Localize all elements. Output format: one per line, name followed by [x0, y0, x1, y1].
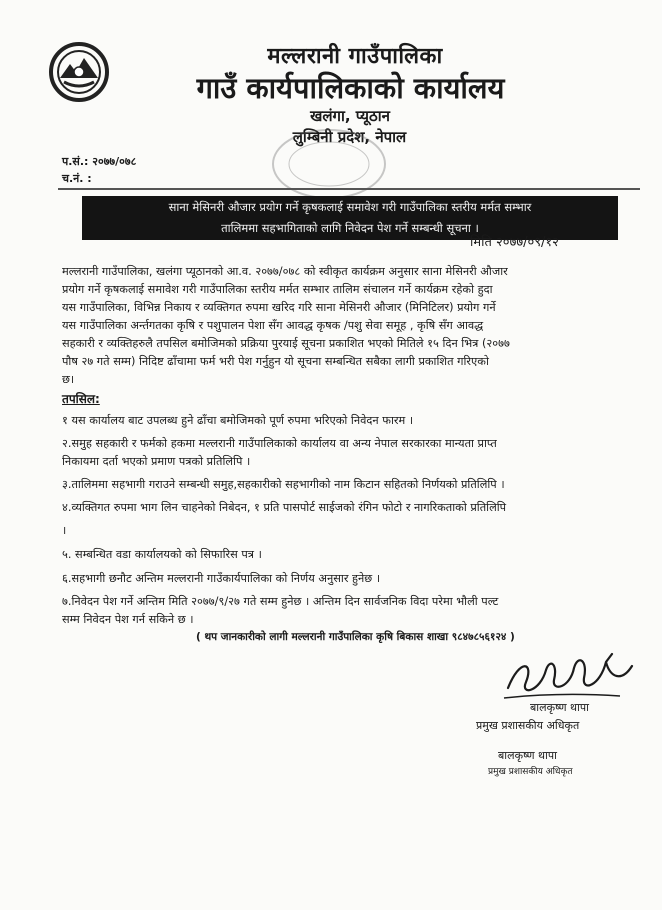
header-divider [58, 188, 640, 190]
body-line: यस गाउँपालिका अर्न्तगतका कृषि र पशुपालन पेशा सँग आवद्ध कृषक /पशु सेवा समूह , कृषि सँग आवद्ध [62, 319, 484, 332]
list-item: ५. सम्बन्धित वडा कार्यालयको को सिफारिस पत्र । [62, 548, 262, 561]
body-line: सहकारी र व्यक्तिहरुलै तपसिल बमोजिमको प्रक्रिया पुरयाई सूचना प्रकाशित भएको मितिले १५ दिन भित्र (२०७७ [62, 337, 510, 350]
signatory-designation-stamp: प्रमुख प्रशासकीय अधिकृत [488, 767, 573, 777]
signatory-name-stamp: बालकृष्ण थापा [498, 749, 558, 762]
signatory-name: बालकृष्ण थापा [530, 701, 590, 714]
dispatch-number: च.नं. : [62, 172, 92, 185]
subject-line-2: तालिममा सहभागिताको लागि निवेदन पेश गर्ने सम्बन्धी सूचना । [221, 221, 479, 235]
organization-name: मल्लरानी गाउँपालिका [267, 44, 443, 69]
list-item: ७.निवेदन पेश गर्ने अन्तिम मिति २०७७/९/२७ गते सम्म हुनेछ । अन्तिम दिन सार्वजनिक विदा परेमा भौली पल्ट [62, 595, 499, 608]
list-item: ४.व्यक्तिगत रुपमा भाग लिन चाहनेको निबेदन, १ प्रति पासपोर्ट साईजको रंगिन फोटो र नागरिकताको प्रतिलिपि [62, 501, 507, 514]
list-item: १ यस कार्यालय बाट उपलब्ध हुने ढाँचा बमोजिमको पूर्ण रुपमा भरिएको निवेदन फारम । [62, 414, 414, 427]
list-item: निकायमा दर्ता भएको प्रमाण पत्रको प्रतिलिपि । [62, 455, 251, 468]
reference-number: प.सं.: २०७७/०७८ [62, 155, 137, 168]
office-title: गाउँ कार्यपालिकाको कार्यालय [196, 71, 505, 105]
address-line-2: लुम्बिनी प्रदेश, नेपाल [292, 128, 407, 146]
contact-note: ( थप जानकारीको लागी मल्लरानी गाउँपालिका कृषि बिकास शाखा ९८४७८५६१२४ ) [196, 631, 515, 643]
address-line-1: खलंगा, प्यूठान [310, 107, 390, 125]
list-item: ३.तालिममा सहभागी गराउने सम्बन्धी समुह,सहकारीको सहभागीको नाम किटान सहितको निर्णयको प्रतिलिपि । [62, 478, 505, 491]
body-line: यस गाउँपालिका, विभिन्न निकाय र व्यक्तिगत रुपमा खरिद गरि साना मेसिनरी औजार (मिनिटिलर) प्रयोग गर्ने [62, 301, 496, 314]
list-item: । [62, 524, 67, 537]
tapasil-heading: तपसिल: [62, 392, 100, 406]
list-item: २.समुह सहकारी र फर्मको हकमा मल्लरानी गाउँपालिकाको कार्यालय वा अन्य नेपाल सरकारका मान्यता प्राप्त [62, 437, 497, 450]
body-line: छ। [62, 373, 75, 386]
list-item: ६.सहभागी छनौट अन्तिम मल्लरानी गाउँकार्यपालिका को निर्णय अनुसार हुनेछ । [62, 572, 381, 585]
municipality-logo [48, 42, 110, 102]
handwritten-signature [500, 648, 640, 708]
signatory-designation: प्रमुख प्रशासकीय अधिकृत [476, 719, 580, 732]
body-line: पौष २७ गते सम्म) निदिष्ट ढाँचामा फर्म भरी पेश गर्नुहुन यो सूचना सम्बन्धित सबैका लागी प्रकाशित गरिएको [62, 355, 489, 368]
body-line: मल्लरानी गाउँपालिका, खलंगा प्यूठानको आ.व. २०७७/०७८ को स्वीकृत कार्यक्रम अनुसार साना मेसिनरी औजार [62, 265, 508, 278]
notice-date: मिति २०७७/०९/१२ [470, 235, 559, 250]
body-line: प्रयोग गर्ने कृषकलाई समावेश गरी गाउँपालिका स्तरीय मर्मत सम्भार तालिम संचालन गर्ने कार्यक्रम रहेको हुदा [62, 283, 493, 296]
list-item: सम्म निवेदन पेश गर्न सकिने छ । [62, 613, 194, 626]
subject-line-1: साना मेसिनरी औजार प्रयोग गर्ने कृषकलाई समावेश गरी गाउँपालिका स्तरीय मर्मत सम्भार [168, 200, 532, 214]
